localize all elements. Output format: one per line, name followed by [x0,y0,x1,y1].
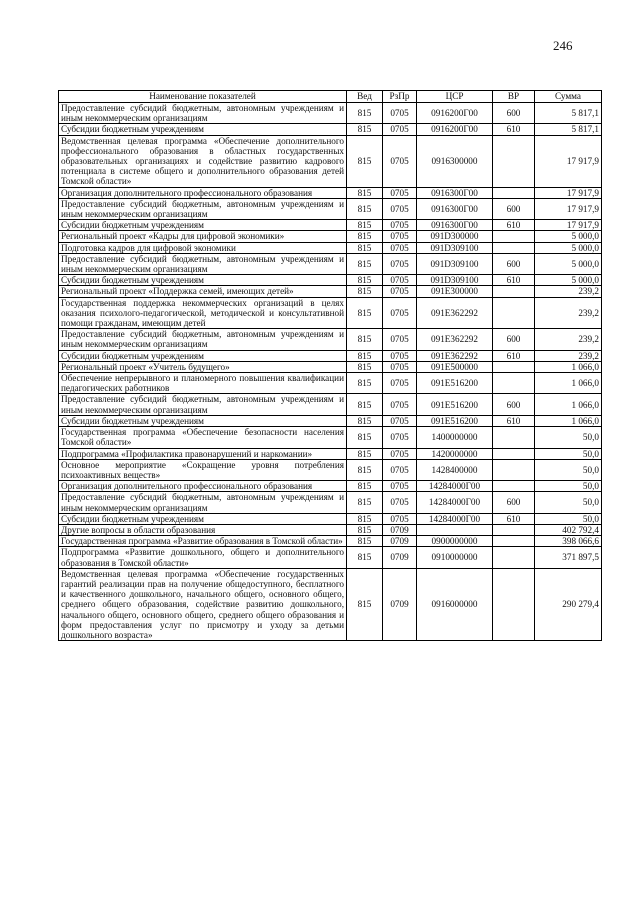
table-row [59,242,602,253]
header-vr: ВР [493,91,535,103]
cell-csr: 091E362292 [417,329,493,350]
cell-sum: 1 066,0 [535,415,602,426]
cell-csr: 091E516200 [417,373,493,394]
cell-name: Государственная программа «Развитие образования в Томской области» [59,536,347,547]
cell-rzpr: 0709 [383,536,417,547]
cell-ved: 815 [347,187,383,198]
cell-rzpr: 0705 [383,329,417,350]
cell-vr [493,361,535,372]
table-row [59,297,602,329]
cell-vr: 610 [493,124,535,135]
cell-name: Региональный проект «Поддержка семей, имеющих детей» [59,286,347,297]
budget-table [58,90,602,641]
table-body [59,103,602,641]
table-row [59,286,602,297]
cell-name: Другие вопросы в области образования [59,524,347,535]
cell-rzpr: 0705 [383,135,417,187]
header-rzpr: РзПр [383,91,417,103]
cell-vr: 600 [493,394,535,415]
cell-rzpr: 0705 [383,253,417,274]
cell-csr: 0916200Г00 [417,124,493,135]
table-row [59,350,602,361]
table-row [59,524,602,535]
header-csr: ЦСР [417,91,493,103]
cell-ved: 815 [347,513,383,524]
cell-csr: 091D309100 [417,253,493,274]
table-row [59,547,602,568]
cell-ved: 815 [347,568,383,640]
cell-sum: 5 000,0 [535,275,602,286]
table-header-row [59,91,602,103]
cell-csr: 0916300Г00 [417,220,493,231]
cell-csr: 0916300000 [417,135,493,187]
cell-sum: 50,0 [535,427,602,448]
cell-vr: 600 [493,329,535,350]
cell-rzpr: 0705 [383,448,417,459]
cell-csr: 091E362292 [417,350,493,361]
cell-csr: 0916300Г00 [417,198,493,219]
cell-csr: 0916300Г00 [417,187,493,198]
cell-sum: 17 917,9 [535,135,602,187]
cell-csr: 1428400000 [417,459,493,480]
cell-name: Обеспечение непрерывного и планомерного повышения квалификации педагогических работников [59,373,347,394]
cell-name: Подготовка кадров для цифровой экономики [59,242,347,253]
cell-name: Государственная поддержка некоммерческих организаций в целях оказания психолого-педагогической, методической и консультативной помощи гражданам, имеющим детей [59,297,347,329]
cell-vr: 610 [493,350,535,361]
cell-rzpr: 0705 [383,242,417,253]
cell-ved: 815 [347,275,383,286]
cell-vr [493,231,535,242]
cell-sum: 17 917,9 [535,220,602,231]
cell-ved: 815 [347,231,383,242]
page-number: 246 [553,38,573,53]
cell-name: Предоставление субсидий бюджетным, автономным учреждениям и иным некоммерческим организациям [59,394,347,415]
table-row [59,253,602,274]
cell-csr: 0910000000 [417,547,493,568]
cell-sum: 50,0 [535,513,602,524]
cell-rzpr: 0705 [383,286,417,297]
table-row [59,448,602,459]
cell-ved: 815 [347,103,383,124]
cell-vr: 610 [493,275,535,286]
cell-sum: 371 897,5 [535,547,602,568]
header-sum: Сумма [535,91,602,103]
cell-ved: 815 [347,415,383,426]
cell-ved: 815 [347,253,383,274]
cell-sum: 5 000,0 [535,242,602,253]
cell-sum: 50,0 [535,459,602,480]
cell-sum: 50,0 [535,448,602,459]
table-row [59,481,602,492]
cell-ved: 815 [347,481,383,492]
cell-csr: 091E516200 [417,394,493,415]
table-row [59,103,602,124]
cell-ved: 815 [347,427,383,448]
cell-sum: 239,2 [535,297,602,329]
cell-csr: 0916200Г00 [417,103,493,124]
cell-csr: 14284000Г00 [417,481,493,492]
cell-rzpr: 0705 [383,275,417,286]
table-row [59,198,602,219]
table-row [59,187,602,198]
cell-sum: 1 066,0 [535,394,602,415]
cell-name: Предоставление субсидий бюджетным, автономным учреждениям и иным некоммерческим организациям [59,103,347,124]
cell-sum: 50,0 [535,492,602,513]
cell-ved: 815 [347,198,383,219]
cell-rzpr: 0709 [383,524,417,535]
cell-vr [493,286,535,297]
cell-vr [493,536,535,547]
cell-sum: 398 066,6 [535,536,602,547]
cell-vr [493,459,535,480]
table-row [59,459,602,480]
cell-vr [493,297,535,329]
cell-vr: 600 [493,253,535,274]
cell-rzpr: 0709 [383,547,417,568]
cell-vr [493,373,535,394]
cell-name: Организация дополнительного профессионального образования [59,481,347,492]
cell-name: Подпрограмма «Развитие дошкольного, общего и дополнительного образования в Томской области» [59,547,347,568]
cell-ved: 815 [347,394,383,415]
cell-name: Подпрограмма «Профилактика правонарушений и наркомании» [59,448,347,459]
cell-name: Субсидии бюджетным учреждениям [59,513,347,524]
cell-rzpr: 0705 [383,231,417,242]
cell-csr: 1420000000 [417,448,493,459]
table-row [59,361,602,372]
cell-rzpr: 0705 [383,492,417,513]
cell-vr: 600 [493,103,535,124]
cell-sum: 239,2 [535,350,602,361]
cell-name: Ведомственная целевая программа «Обеспечение государственных гарантий реализации прав на получение общедоступного, бесплатного и качественного дошкольного, начального общего, основного общего, среднего общего образования, содействие развитию дошкольного, начального общего, основного общего, среднего общего образования и форм предоставления услуг по присмотру и уходу за детьми дошкольного возраста» [59,568,347,640]
cell-vr [493,187,535,198]
cell-ved: 815 [347,350,383,361]
cell-csr: 0900000000 [417,536,493,547]
cell-rzpr: 0705 [383,513,417,524]
cell-sum: 402 792,4 [535,524,602,535]
cell-sum: 239,2 [535,286,602,297]
table-row [59,231,602,242]
table-row [59,329,602,350]
cell-rzpr: 0705 [383,427,417,448]
cell-sum: 5 000,0 [535,253,602,274]
cell-rzpr: 0705 [383,124,417,135]
cell-ved: 815 [347,492,383,513]
cell-vr: 600 [493,198,535,219]
table-row [59,394,602,415]
cell-name: Организация дополнительного профессионального образования [59,187,347,198]
cell-vr [493,547,535,568]
cell-vr [493,481,535,492]
cell-name: Основное мероприятие «Сокращение уровня потребления психоактивных веществ» [59,459,347,480]
cell-ved: 815 [347,242,383,253]
cell-vr [493,427,535,448]
header-name: Наименование показателей [59,91,347,103]
cell-rzpr: 0705 [383,103,417,124]
cell-ved: 815 [347,220,383,231]
cell-name: Государственная программа «Обеспечение безопасности населения Томской области» [59,427,347,448]
table-row [59,536,602,547]
cell-sum: 5 817,1 [535,103,602,124]
cell-ved: 815 [347,524,383,535]
cell-sum: 5 000,0 [535,231,602,242]
table-row [59,492,602,513]
cell-rzpr: 0705 [383,220,417,231]
cell-name: Региональный проект «Кадры для цифровой экономики» [59,231,347,242]
table-row [59,373,602,394]
cell-ved: 815 [347,547,383,568]
cell-csr: 091E500000 [417,361,493,372]
cell-ved: 815 [347,329,383,350]
cell-vr [493,242,535,253]
cell-ved: 815 [347,536,383,547]
cell-rzpr: 0705 [383,361,417,372]
cell-rzpr: 0705 [383,459,417,480]
cell-sum: 17 917,9 [535,187,602,198]
cell-vr [493,568,535,640]
cell-sum: 17 917,9 [535,198,602,219]
cell-ved: 815 [347,286,383,297]
cell-name: Субсидии бюджетным учреждениям [59,275,347,286]
header-ved: Вед [347,91,383,103]
cell-sum: 50,0 [535,481,602,492]
cell-vr: 610 [493,220,535,231]
cell-ved: 815 [347,135,383,187]
cell-name: Субсидии бюджетным учреждениям [59,415,347,426]
cell-csr: 091D309100 [417,275,493,286]
cell-rzpr: 0705 [383,350,417,361]
cell-name: Предоставление субсидий бюджетным, автономным учреждениям и иным некоммерческим организациям [59,253,347,274]
cell-ved: 815 [347,373,383,394]
cell-rzpr: 0705 [383,394,417,415]
table-row [59,135,602,187]
cell-ved: 815 [347,124,383,135]
cell-name: Предоставление субсидий бюджетным, автономным учреждениям и иным некоммерческим организациям [59,329,347,350]
cell-csr: 14284000Г00 [417,492,493,513]
cell-name: Предоставление субсидий бюджетным, автономным учреждениям и иным некоммерческим организациям [59,198,347,219]
cell-name: Субсидии бюджетным учреждениям [59,220,347,231]
cell-sum: 290 279,4 [535,568,602,640]
cell-csr: 1400000000 [417,427,493,448]
table-row [59,415,602,426]
cell-ved: 815 [347,361,383,372]
cell-vr: 610 [493,513,535,524]
cell-rzpr: 0705 [383,187,417,198]
cell-ved: 815 [347,297,383,329]
cell-sum: 5 817,1 [535,124,602,135]
table-row [59,275,602,286]
cell-ved: 815 [347,459,383,480]
cell-vr: 610 [493,415,535,426]
cell-vr [493,448,535,459]
cell-sum: 1 066,0 [535,373,602,394]
cell-csr [417,524,493,535]
table-row [59,220,602,231]
cell-rzpr: 0705 [383,373,417,394]
cell-rzpr: 0709 [383,568,417,640]
cell-ved: 815 [347,448,383,459]
table-row [59,427,602,448]
cell-csr: 091D300000 [417,231,493,242]
table-row [59,124,602,135]
cell-name: Ведомственная целевая программа «Обеспечение дополнительного профессионального образования в областных государственных образовательных организациях и содействие развитию кадрового потенциала в системе общего и дополнительного образования детей Томской области» [59,135,347,187]
cell-name: Региональный проект «Учитель будущего» [59,361,347,372]
cell-rzpr: 0705 [383,481,417,492]
cell-sum: 239,2 [535,329,602,350]
cell-rzpr: 0705 [383,415,417,426]
cell-name: Предоставление субсидий бюджетным, автономным учреждениям и иным некоммерческим организациям [59,492,347,513]
cell-csr: 14284000Г00 [417,513,493,524]
cell-rzpr: 0705 [383,297,417,329]
cell-sum: 1 066,0 [535,361,602,372]
cell-vr [493,135,535,187]
cell-csr: 0916000000 [417,568,493,640]
cell-csr: 091D309100 [417,242,493,253]
table-row [59,568,602,640]
cell-vr [493,524,535,535]
cell-csr: 091E516200 [417,415,493,426]
table-row [59,513,602,524]
cell-name: Субсидии бюджетным учреждениям [59,350,347,361]
cell-name: Субсидии бюджетным учреждениям [59,124,347,135]
cell-vr: 600 [493,492,535,513]
cell-csr: 091E362292 [417,297,493,329]
cell-rzpr: 0705 [383,198,417,219]
cell-csr: 091E300000 [417,286,493,297]
